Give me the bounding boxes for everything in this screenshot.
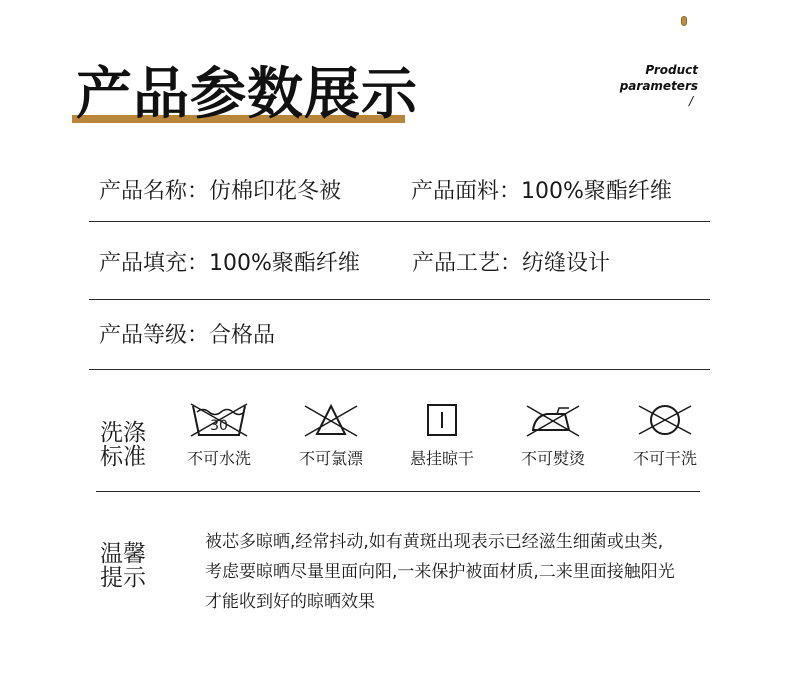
page-subtitle [620, 62, 698, 94]
param-product-filling: 产品填充：100%聚酯纤维 [99, 251, 360, 276]
page-title: 产品参数展示 [76, 62, 418, 127]
tips-label-line-1: 温馨 [100, 541, 146, 567]
row-divider-3 [89, 369, 710, 370]
care-item-hang-dry [397, 402, 487, 469]
row-divider-2 [89, 299, 710, 300]
no-dry-clean-icon [635, 402, 695, 438]
care-item-no-bleach [286, 402, 376, 469]
care-label-line-2: 标准 [100, 444, 146, 470]
care-label-no-iron: 不可熨烫 [520, 449, 585, 468]
no-iron-icon [523, 402, 583, 438]
care-item-no-dry-clean [620, 402, 710, 469]
care-divider [96, 491, 700, 492]
subtitle-line-1: Product [645, 63, 698, 77]
tips-label-line-2: 提示 [100, 565, 146, 591]
row-divider-1 [89, 221, 710, 222]
care-label-no-bleach: 不可氯漂 [298, 449, 363, 468]
wash-temp-label: 30 [210, 418, 228, 434]
decorative-dot [681, 16, 687, 26]
care-label-no-machine-wash: 不可水洗 [186, 449, 251, 468]
param-product-name: 产品名称：仿棉印花冬被 [99, 179, 342, 204]
care-item-no-iron [508, 402, 598, 469]
param-product-grade: 产品等级：合格品 [99, 323, 276, 348]
subtitle-slash: / [689, 94, 694, 108]
tips-line-2: 考虑要晾晒尽量里面向阳,一来保护被面材质,二来里面接触阳光 [205, 562, 675, 582]
tips-line-1: 被芯多晾晒,经常抖动,如有黄斑出现表示已经滋生细菌或虫类, [205, 532, 664, 552]
tips-section-label [100, 542, 160, 590]
care-label-hang-dry: 悬挂晾干 [409, 449, 474, 468]
care-section-label [100, 421, 160, 469]
tips-line-3: 才能收到好的晾晒效果 [205, 592, 375, 612]
param-product-fabric: 产品面料：100%聚酯纤维 [411, 179, 672, 204]
care-label-line-1: 洗涤 [100, 420, 146, 446]
tips-text [205, 527, 745, 617]
param-product-craft: 产品工艺：纺缝设计 [412, 251, 611, 276]
care-item-no-machine-wash [174, 402, 264, 469]
no-machine-wash-icon [189, 402, 249, 438]
subtitle-line-2: parameters [619, 79, 698, 93]
hang-dry-icon [412, 402, 472, 438]
no-bleach-icon [301, 402, 361, 438]
care-label-no-dry-clean: 不可干洗 [632, 449, 697, 468]
